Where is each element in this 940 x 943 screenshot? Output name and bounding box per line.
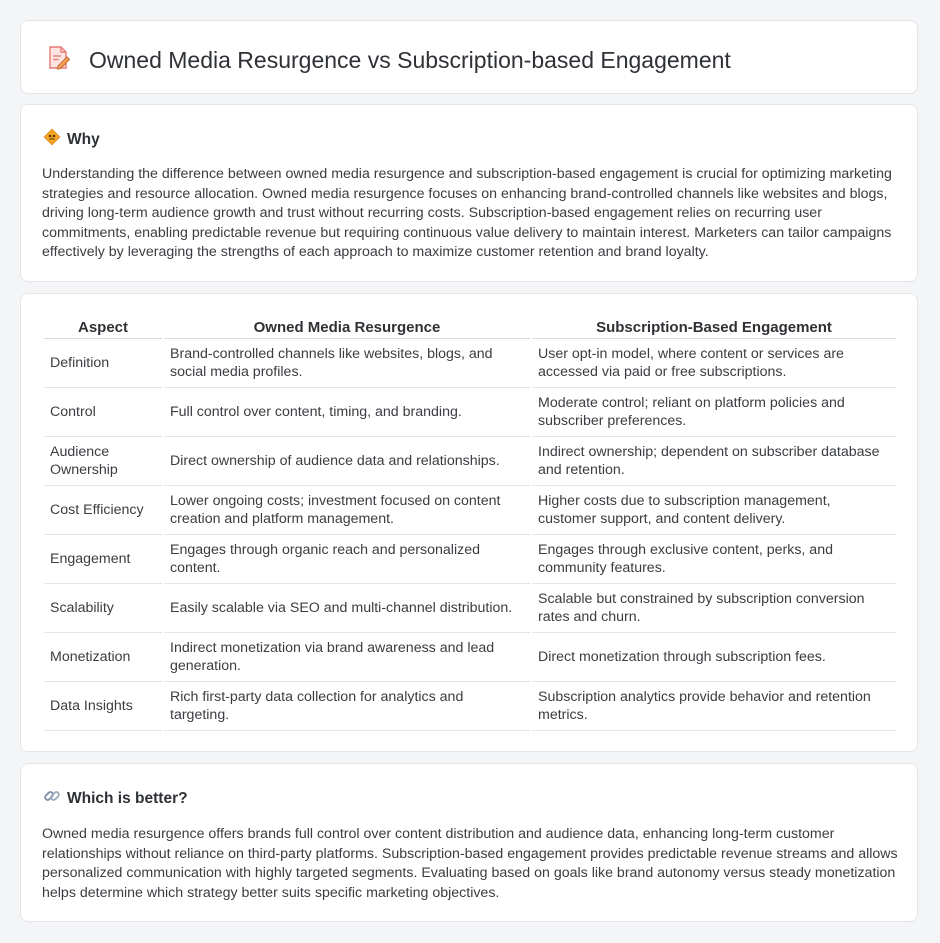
table-row: [44, 339, 896, 388]
table-row: [44, 486, 896, 535]
why-section: [20, 104, 918, 282]
subscription-cell: Moderate control; reliant on platform policies and subscriber preferences.: [532, 388, 896, 437]
header-owned-media: Owned Media Resurgence: [164, 316, 530, 339]
table-row: [44, 535, 896, 584]
owned-media-cell: Engages through organic reach and personalized content.: [164, 535, 530, 584]
title-card: [20, 20, 918, 94]
table-row: [44, 437, 896, 486]
diamond-sign-icon: [43, 128, 61, 151]
table-row: [44, 584, 896, 633]
subscription-cell: Scalable but constrained by subscription conversion rates and churn.: [532, 584, 896, 633]
table-row: [44, 682, 896, 731]
owned-media-cell: Rich first-party data collection for analytics and targeting.: [164, 682, 530, 731]
owned-media-cell: Full control over content, timing, and branding.: [164, 388, 530, 437]
owned-media-cell: Direct ownership of audience data and relationships.: [164, 437, 530, 486]
header-subscription: Subscription-Based Engagement: [532, 316, 896, 339]
owned-media-cell: Easily scalable via SEO and multi-channel distribution.: [164, 584, 530, 633]
subscription-cell: User opt-in model, where content or services are accessed via paid or free subscriptions.: [532, 339, 896, 388]
aspect-cell: Control: [44, 388, 162, 437]
subscription-cell: Indirect ownership; dependent on subscriber database and retention.: [532, 437, 896, 486]
aspect-cell: Definition: [44, 339, 162, 388]
table-row: [44, 388, 896, 437]
table-row: [44, 633, 896, 682]
aspect-cell: Engagement: [44, 535, 162, 584]
aspect-cell: Monetization: [44, 633, 162, 682]
header-aspect: Aspect: [44, 316, 162, 339]
aspect-cell: Cost Efficiency: [44, 486, 162, 535]
which-better-paragraph: Owned media resurgence offers brands full control over content distribution and audience data, enhancing long-term customer relationships without reliance on third-party platforms. Subscription-based engagement provides predictable revenue streams and allows personalized communication with highly targeted segments. Evaluating based on goals like brand autonomy versus steady monetization helps determine which strategy better suits specific marketing objectives.: [42, 826, 898, 901]
which-better-section: [20, 763, 918, 922]
page-title: Owned Media Resurgence vs Subscription-based Engagement: [89, 47, 731, 73]
owned-media-cell: Brand-controlled channels like websites, blogs, and social media profiles.: [164, 339, 530, 388]
subscription-cell: Subscription analytics provide behavior and retention metrics.: [532, 682, 896, 731]
subscription-cell: Higher costs due to subscription management, customer support, and content delivery.: [532, 486, 896, 535]
owned-media-cell: Lower ongoing costs; investment focused on content creation and platform management.: [164, 486, 530, 535]
aspect-cell: Data Insights: [44, 682, 162, 731]
which-better-heading: Which is better?: [67, 789, 188, 807]
link-icon: [43, 787, 61, 810]
comparison-table: [42, 316, 898, 731]
why-heading: Why: [67, 130, 100, 148]
document-pencil-icon: [47, 45, 71, 76]
why-paragraph: Understanding the difference between owned media resurgence and subscription-based engagement is crucial for optimizing marketing strategies and resource allocation. Owned media resurgence focuses on enhancing brand-controlled channels like websites and blogs, driving long-term audience growth and trust without recurring costs. Subscription-based engagement relies on recurring user commitments, enabling predictable revenue but requiring continuous value delivery to maintain interest. Marketers can tailor campaigns effectively by leveraging the strengths of each approach to maximize customer retention and brand loyalty.: [42, 166, 892, 260]
comparison-section: [20, 293, 918, 752]
table-header-row: [44, 316, 896, 339]
subscription-cell: Direct monetization through subscription fees.: [532, 633, 896, 682]
aspect-cell: Scalability: [44, 584, 162, 633]
subscription-cell: Engages through exclusive content, perks, and community features.: [532, 535, 896, 584]
aspect-cell: Audience Ownership: [44, 437, 162, 486]
owned-media-cell: Indirect monetization via brand awareness and lead generation.: [164, 633, 530, 682]
